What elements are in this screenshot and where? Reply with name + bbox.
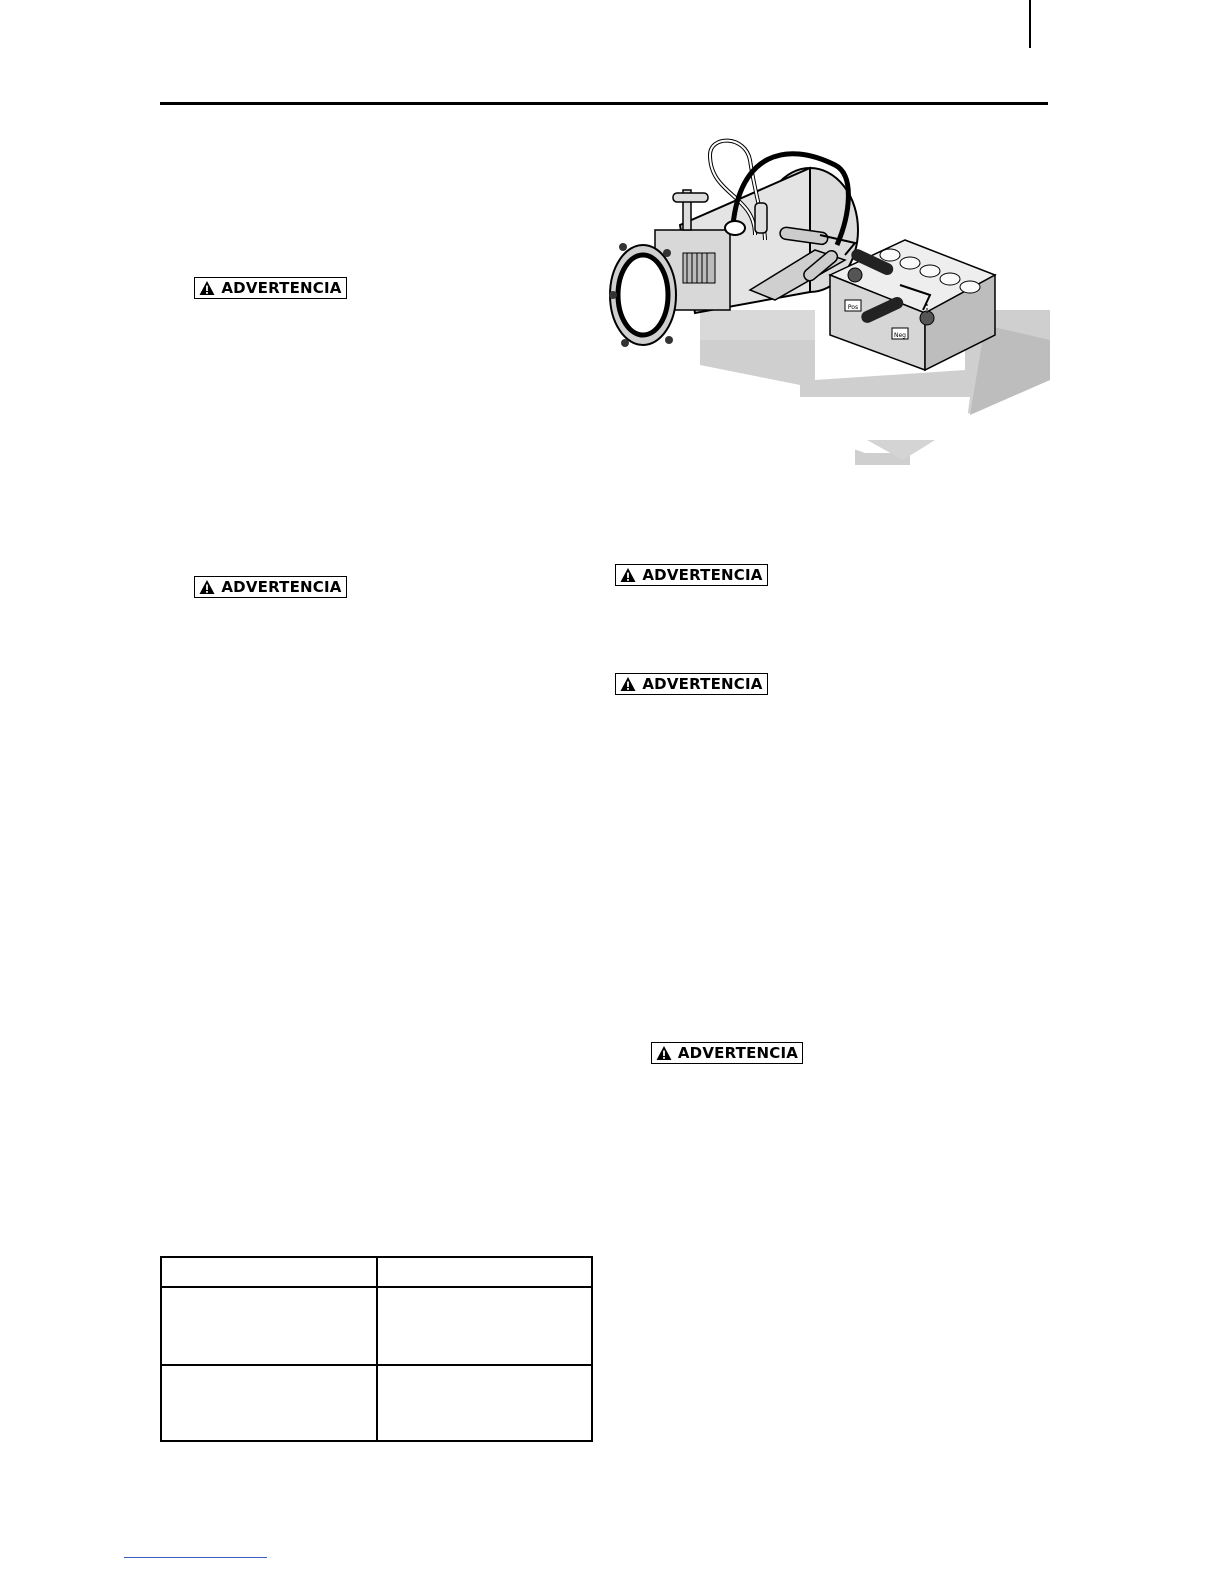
- table-cell: [377, 1365, 592, 1441]
- header-rule: [160, 102, 1048, 105]
- table-cell: [377, 1287, 592, 1365]
- warning-label: ADVERTENCIA: [642, 566, 763, 584]
- warning-triangle-icon: [620, 567, 636, 583]
- warning-triangle-icon: [620, 676, 636, 692]
- table-cell: [161, 1257, 377, 1287]
- table-row: [161, 1287, 592, 1365]
- spec-table: [160, 1256, 593, 1442]
- table-cell: [161, 1365, 377, 1441]
- table-row: [161, 1257, 592, 1287]
- footer-link-underline: [124, 1557, 267, 1558]
- warning-badge: [194, 277, 347, 299]
- warning-badge: [615, 673, 768, 695]
- warning-triangle-icon: [199, 280, 215, 296]
- crop-mark: [1029, 0, 1031, 48]
- warning-label: ADVERTENCIA: [642, 675, 763, 693]
- warning-label: ADVERTENCIA: [677, 1044, 799, 1062]
- table-row: [161, 1365, 592, 1441]
- warning-triangle-icon: [656, 1045, 672, 1061]
- table-cell: [377, 1257, 592, 1287]
- battery-pos-label: Pos: [847, 304, 859, 311]
- table-cell: [161, 1287, 377, 1365]
- warning-badge: [194, 576, 347, 598]
- warning-label: ADVERTENCIA: [221, 578, 342, 596]
- battery-neg-label: Neg: [894, 332, 906, 339]
- warning-badge: [615, 564, 768, 586]
- warning-triangle-icon: [199, 579, 215, 595]
- pump-battery-illustration: [605, 135, 1060, 465]
- warning-badge: [651, 1042, 803, 1064]
- warning-label: ADVERTENCIA: [221, 279, 342, 297]
